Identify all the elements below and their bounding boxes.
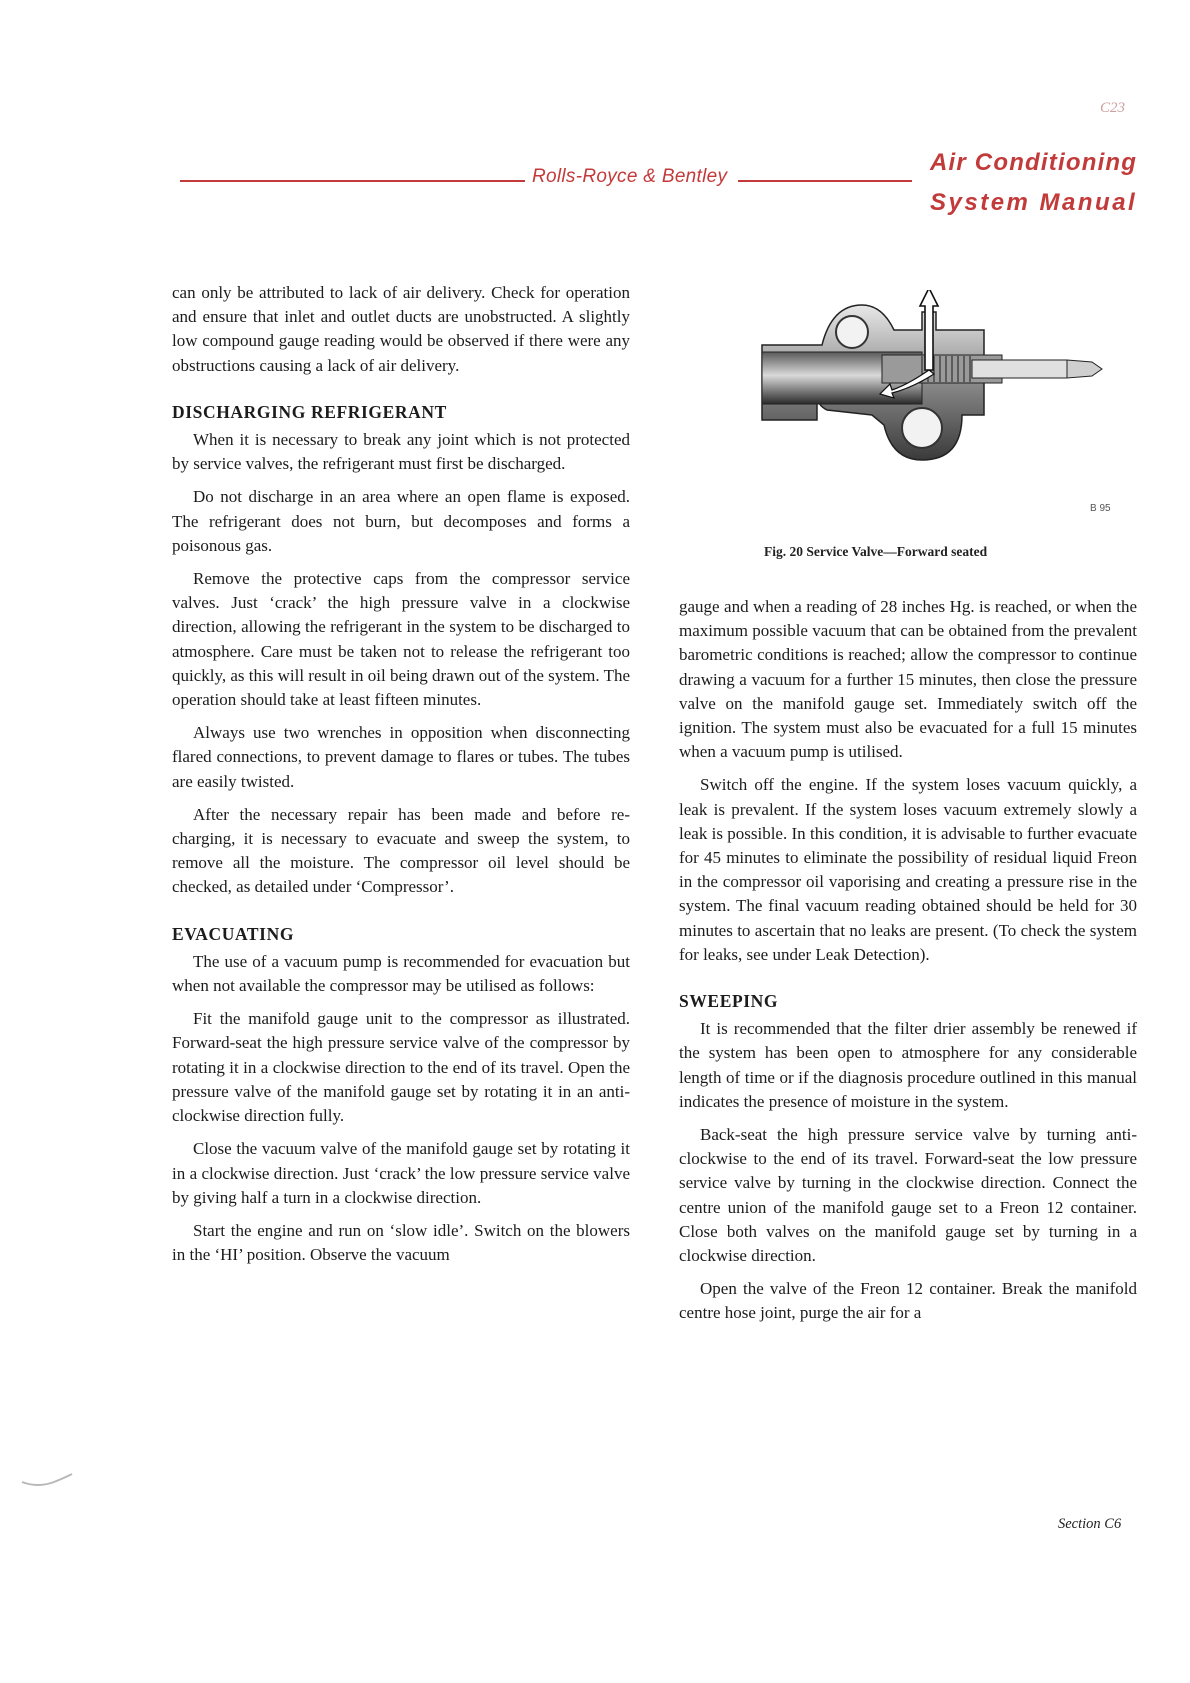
mounting-hole-lower: [902, 408, 942, 448]
mounting-hole-upper: [836, 316, 868, 348]
manual-title: [930, 143, 1137, 223]
header-rule-right: [738, 180, 912, 182]
paragraph: After the necessary repair has been made and before re-charging, it is necessary to evacuate and sweep the system, to remove all the moisture. The compressor oil level should be checked, as detailed under ‘Compressor’.: [172, 804, 630, 897]
header-rule-left: [180, 180, 525, 182]
section-heading-discharging: DISCHARGING REFRIGERANT: [172, 401, 447, 422]
stem-tip: [1067, 360, 1102, 378]
section-label: Section C6: [1058, 1516, 1122, 1532]
paragraph: Switch off the engine. If the system loses vacuum quickly, a leak is prevalent. If the system loses vacuum extremely slowly a leak is possible. In this condition, it is advisable to further evacuate for 45 minutes to eliminate the possibility of residual liquid Freon in the compressor oil vaporising and creating a pressure rise in the system. The final vacuum reading obtained should be held for 30 minutes to ascertain that no leaks are present. (To check the system for leaks, see under Leak Detection).: [679, 775, 1137, 964]
left-column: [172, 281, 630, 1276]
paragraph: Fit the manifold gauge unit to the compressor as illustrated. Forward-seat the high pressure service valve of the compressor by rotating it in a clockwise direction to the end of its travel. Open the pressure valve of the manifold gauge set by rotating it in an anti-clockwise direction fully.: [172, 1009, 630, 1126]
paragraph: Do not discharge in an area where an open flame is exposed. The refrigerant does not burn, but decomposes and forms a poisonous gas.: [172, 487, 630, 555]
paragraph: gauge and when a reading of 28 inches Hg. is reached, or when the maximum possible vacuum that can be obtained from the prevalent barometric conditions is reached; allow the compressor to continue drawing a vacuum for a further 15 minutes, then close the pressure valve on the manifold gauge set. Immediately switch off the ignition. The system must also be evacuated for a full 15 minutes when a vacuum pump is utilised.: [679, 597, 1137, 762]
paragraph: Close the vacuum valve of the manifold gauge set by rotating it in a clockwise direction. Just ‘crack’ the low pressure service valve by giving half a turn in a clockwise direction.: [172, 1139, 630, 1207]
paragraph: Remove the protective caps from the compressor service valves. Just ‘crack’ the high pressure valve in a clockwise direction, allowing the refrigerant in the system to be discharged to atmosphere. Care must be taken not to release the refrigerant too quickly, as this will result in oil being drawn out of the system. The operation should take at least fifteen minutes.: [172, 569, 630, 710]
service-valve-illustration: [722, 290, 1122, 530]
figure-code: B 95: [1090, 503, 1111, 514]
paragraph: can only be attributed to lack of air delivery. Check for operation and ensure that inlet and outlet ducts are unobstructed. A slightly low compound gauge reading would be observed if there were any obstructions causing a lack of air delivery.: [172, 283, 630, 375]
stem-shaft: [972, 360, 1067, 378]
paragraph: When it is necessary to break any joint which is not protected by service valves, the refrigerant must first be discharged.: [172, 430, 630, 474]
manual-title-line2: System Manual: [930, 189, 1138, 216]
paragraph: Back-seat the high pressure service valve by turning anti-clockwise to the end of its travel. Forward-seat the low pressure service valve by turning in the clockwise direction. Connect the centre union of the manifold gauge set to a Freon 12 container. Close both valves on the manifold gauge set by turning in a clockwise direction.: [679, 1125, 1137, 1266]
right-column: [679, 595, 1137, 1335]
header-brand: Rolls-Royce & Bentley: [532, 166, 728, 187]
paragraph: Always use two wrenches in opposition when disconnecting flared connections, to prevent damage to flares or tubes. The tubes are easily twisted.: [172, 723, 630, 791]
page-number: C23: [1100, 100, 1126, 116]
manual-title-line1: Air Conditioning: [930, 149, 1138, 176]
section-heading-sweeping: SWEEPING: [679, 991, 779, 1012]
figure-caption: Fig. 20 Service Valve—Forward seated: [764, 544, 988, 559]
scan-mark: [20, 1470, 80, 1490]
paragraph: It is recommended that the filter drier assembly be renewed if the system has been open to atmosphere for any considerable length of time or if the diagnosis procedure outlined in this manual indicates the presence of moisture in the system.: [679, 1019, 1137, 1111]
paragraph: Open the valve of the Freon 12 container. Break the manifold centre hose joint, purge the air for a: [679, 1279, 1137, 1323]
section-heading-evacuating: EVACUATING: [172, 923, 295, 944]
paragraph: Start the engine and run on ‘slow idle’. Switch on the blowers in the ‘HI’ position. Observe the vacuum: [172, 1220, 630, 1265]
paragraph: The use of a vacuum pump is recommended for evacuation but when not available the compressor may be utilised as follows:: [172, 951, 630, 996]
